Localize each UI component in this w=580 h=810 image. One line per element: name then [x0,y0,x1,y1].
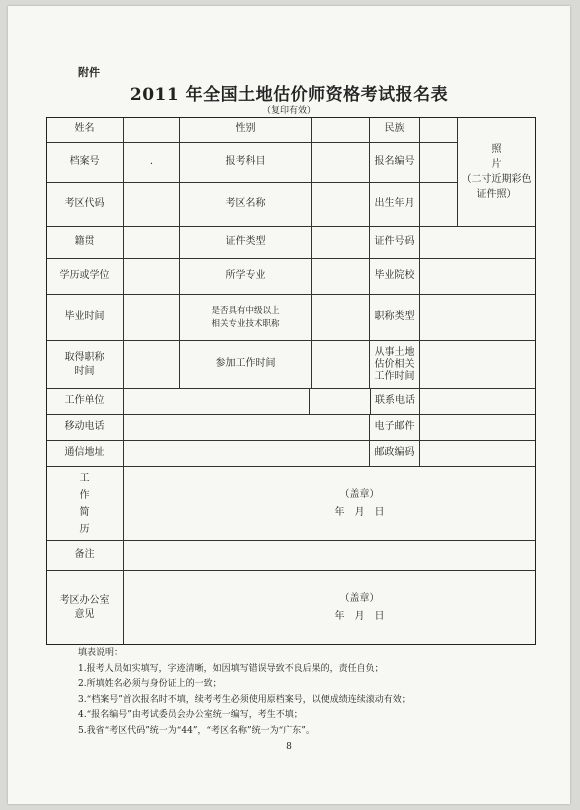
value-gender[interactable] [312,117,370,143]
value-ethnicity[interactable] [420,117,458,143]
value-exam-area-name[interactable] [312,183,370,227]
value-id-no[interactable] [420,227,536,259]
value-education[interactable] [124,259,180,295]
label-gender: 性别 [180,117,312,143]
photo-label-4: 证件照） [476,188,517,200]
value-exam-subject[interactable] [312,143,370,183]
form-subtitle: （复印有效） [261,106,316,116]
label-title-time-line2: 时间 [74,365,95,377]
office-date: 年 月 日 [334,610,385,622]
filling-instructions [78,646,411,739]
resume-date: 年 月 日 [334,506,385,518]
label-mid-title-line1: 是否具有中级以上 [211,305,280,316]
value-work-phone[interactable] [420,389,536,415]
file-no-mark: . [149,156,154,168]
label-ethnicity: 民族 [370,117,420,143]
label-office-line2: 意见 [74,608,95,620]
label-exam-subject: 报考科目 [180,143,312,183]
label-mid-title-line2: 相关专业技术职称 [211,318,280,329]
label-exam-area-code: 考区代码 [46,183,124,227]
resume-char-1: 工 [79,472,90,484]
label-appraisal-time-line3: 工作时间 [374,370,415,382]
label-office-opinion [46,571,124,645]
value-school[interactable] [420,259,536,295]
label-work-start: 参加工作时间 [180,341,312,389]
registration-table [46,117,536,645]
value-title-type[interactable] [420,295,536,341]
value-reg-no[interactable] [420,143,458,183]
label-address: 通信地址 [46,441,124,467]
label-title-time-line1: 取得职称 [64,351,105,363]
label-name: 姓名 [46,117,124,143]
value-birth-date[interactable] [420,183,458,227]
label-grad-time: 毕业时间 [46,295,124,341]
label-work-phone: 联系电话 [370,389,420,415]
value-employer[interactable] [124,389,310,415]
label-native-place: 籍贯 [46,227,124,259]
spacer [310,389,370,415]
label-title-type: 职称类型 [370,295,420,341]
label-office-line1: 考区办公室 [59,594,110,606]
note-item: 3.“档案号”首次报名时不填，续考考生必须使用原档案号，以便成绩连续滚动有效； [78,694,411,705]
label-education: 学历或学位 [46,259,124,295]
label-email: 电子邮件 [370,415,420,441]
value-appraisal-time[interactable] [420,341,536,389]
note-item: 5.我省“考区代码”统一为“44”，“考区名称”统一为“广东”。 [78,725,315,736]
form-title: 2011 年全国土地估价师资格考试报名表 [129,85,449,105]
label-reg-no: 报名编号 [370,143,420,183]
resume-char-4: 历 [79,523,90,535]
value-title-time[interactable] [124,341,180,389]
label-remarks: 备注 [46,541,124,571]
label-postcode: 邮政编码 [370,441,420,467]
value-work-resume[interactable] [124,467,536,541]
label-mid-title [180,295,312,341]
resume-seal: （盖章） [339,488,380,500]
value-grad-time[interactable] [124,295,180,341]
value-native-place[interactable] [124,227,180,259]
label-file-no: 档案号 [46,143,124,183]
label-id-type: 证件类型 [180,227,312,259]
attachment-label: 附件 [78,66,100,79]
photo-label-1: 照 [491,143,502,155]
value-name[interactable] [124,117,180,143]
value-remarks[interactable] [124,541,536,571]
label-appraisal-time [370,341,420,389]
value-id-type[interactable] [312,227,370,259]
note-item: 1.报考人员如实填写，字迹清晰，如因填写错误导致不良后果的，责任自负； [78,663,384,674]
photo-label-3: （二寸近期彩色 [461,173,532,185]
page-number: 8 [286,742,292,752]
photo-label-2: 片 [491,158,502,170]
value-address[interactable] [124,441,370,467]
label-title-time [46,341,124,389]
label-appraisal-time-line2: 估价相关 [374,358,415,370]
value-email[interactable] [420,415,536,441]
value-file-no[interactable] [124,143,180,183]
value-exam-area-code[interactable] [124,183,180,227]
label-mobile: 移动电话 [46,415,124,441]
value-work-start[interactable] [312,341,370,389]
label-work-resume [46,467,124,541]
resume-char-2: 作 [79,489,90,501]
note-item: 4.“报名编号”由考试委员会办公室统一编写，考生不填； [78,710,303,720]
label-appraisal-time-line1: 从事土地 [374,346,415,358]
office-seal: （盖章） [339,592,380,604]
value-office-opinion[interactable] [124,571,536,645]
resume-char-3: 简 [79,506,90,518]
label-birth-date: 出生年月 [370,183,420,227]
value-mobile[interactable] [124,415,370,441]
label-id-no: 证件号码 [370,227,420,259]
note-item: 2.所填姓名必须与身份证上的一致； [78,679,222,689]
label-school: 毕业院校 [370,259,420,295]
label-major: 所学专业 [180,259,312,295]
label-employer: 工作单位 [46,389,124,415]
label-exam-area-name: 考区名称 [180,183,312,227]
form-page [8,6,570,804]
notes-heading: 填表说明： [78,648,124,658]
value-major[interactable] [312,259,370,295]
value-mid-title[interactable] [312,295,370,341]
photo-area[interactable] [458,117,536,227]
value-postcode[interactable] [420,441,536,467]
